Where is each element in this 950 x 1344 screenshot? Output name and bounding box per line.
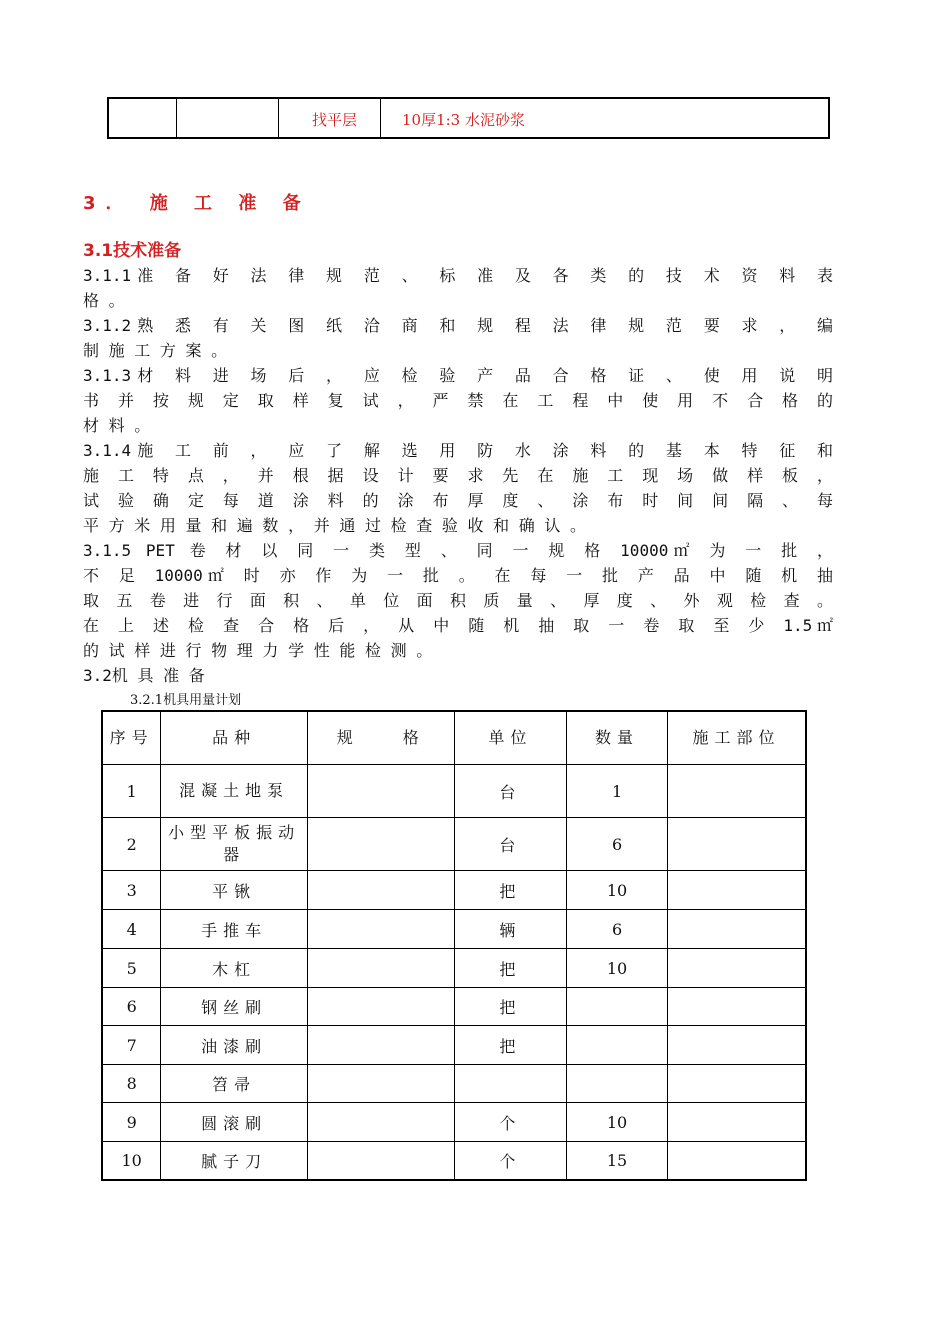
table-row (102, 1142, 806, 1181)
text-line: 试 验 确 定 每 道 涂 料 的 涂 布 厚 度 、 涂 布 时 间 间 隔 、 每 (83, 491, 833, 510)
cell-qty: 1 (567, 765, 668, 818)
text-line: 书 并 按 规 定 取 样 复 试 ， 严 禁 在 工 程 中 使 用 不 合 格 的 (83, 391, 833, 410)
body-text (83, 263, 833, 688)
cell-location (667, 988, 806, 1026)
table-row (102, 1103, 806, 1142)
cell-no: 10 (102, 1142, 161, 1181)
top-table-fragment (107, 97, 830, 139)
cell-qty: 10 (567, 871, 668, 910)
cell-location (667, 949, 806, 988)
cell-item: 小型平板振动器 (161, 818, 308, 871)
table-cell (176, 99, 279, 137)
cell-item: 笤帚 (161, 1065, 308, 1103)
cell-unit: 个 (454, 1103, 567, 1142)
text-line: 3.1.4施 工 前 ， 应 了 解 选 用 防 水 涂 料 的 基 本 特 征 和 (83, 441, 833, 460)
cell-spec (307, 1026, 454, 1065)
text-line: 3.1.3材 料 进 场 后 ， 应 检 验 产 品 合 格 证 、 使 用 说 明 (83, 366, 833, 385)
header-no: 序号 (102, 711, 161, 765)
cell-qty: 10 (567, 1103, 668, 1142)
cell-qty: 15 (567, 1142, 668, 1181)
cell-qty (567, 1026, 668, 1065)
cell-unit: 把 (454, 871, 567, 910)
header-item: 品种 (161, 711, 308, 765)
cell-item: 腻子刀 (161, 1142, 308, 1181)
cell-no: 8 (102, 1065, 161, 1103)
header-qty: 数量 (567, 711, 668, 765)
cell-unit: 把 (454, 1026, 567, 1065)
cell-spec (307, 949, 454, 988)
cell-spec (307, 871, 454, 910)
text-line: 在 上 述 检 查 合 格 后 ， 从 中 随 机 抽 取 一 卷 取 至 少 1.5㎡ (83, 616, 833, 635)
table-row (102, 949, 806, 988)
cell-unit: 台 (454, 765, 567, 818)
cell-location (667, 765, 806, 818)
cell-no: 7 (102, 1026, 161, 1065)
text-line: 施 工 特 点 ， 并 根 据 设 计 要 求 先 在 施 工 现 场 做 样 板 ， (83, 466, 833, 485)
table-row (102, 910, 806, 949)
cell-spec (307, 818, 454, 871)
text-line: 3.2机 具 准 备 (83, 666, 205, 685)
cell-unit: 台 (454, 818, 567, 871)
cell-qty (567, 988, 668, 1026)
table-row (102, 1026, 806, 1065)
cell-spec (307, 1142, 454, 1181)
cell-item: 圆滚刷 (161, 1103, 308, 1142)
cell-spec (307, 988, 454, 1026)
cell-location (667, 1103, 806, 1142)
table-row (102, 988, 806, 1026)
text-line: 平 方 米 用 量 和 遍 数 ， 并 通 过 检 查 验 收 和 确 认 。 (83, 516, 587, 535)
cell-unit: 个 (454, 1142, 567, 1181)
cell-no: 1 (102, 765, 161, 818)
cell-unit: 把 (454, 988, 567, 1026)
cell-no: 2 (102, 818, 161, 871)
cell-no: 4 (102, 910, 161, 949)
cell-item: 油漆刷 (161, 1026, 308, 1065)
subsection-title: 3.1技术准备 (83, 241, 182, 261)
header-unit: 单位 (454, 711, 567, 765)
cell-location (667, 818, 806, 871)
table-row (102, 818, 806, 871)
cell-spec (307, 1065, 454, 1103)
table-row (102, 765, 806, 818)
cell-unit (454, 1065, 567, 1103)
text-line: 的 试 样 进 行 物 理 力 学 性 能 检 测 。 (83, 641, 433, 660)
cell-no: 6 (102, 988, 161, 1026)
cell-location (667, 1142, 806, 1181)
header-location: 施工部位 (667, 711, 806, 765)
section-title: 3． 施 工 准 备 (83, 193, 311, 214)
cell-qty: 10 (567, 949, 668, 988)
cell-qty (567, 1065, 668, 1103)
text-line: 材 料 。 (83, 416, 151, 435)
cell-location (667, 871, 806, 910)
layer-spec: 10厚1:3 水泥砂浆 (402, 111, 525, 129)
cell-item: 平锹 (161, 871, 308, 910)
text-line: 不 足 10000㎡ 时 亦 作 为 一 批 。 在 每 一 批 产 品 中 随 机 抽 (83, 566, 833, 585)
cell-item: 木杠 (161, 949, 308, 988)
text-line: 3.1.5 PET 卷 材 以 同 一 类 型 、 同 一 规 格 10000㎡ 为 一 批 ， (83, 541, 833, 560)
cell-spec (307, 765, 454, 818)
text-line: 格 。 (83, 291, 125, 310)
layer-name: 找平层 (312, 111, 358, 129)
cell-item: 混凝土地泵 (161, 765, 308, 818)
text-line: 制 施 工 方 案 。 (83, 341, 228, 360)
cell-no: 3 (102, 871, 161, 910)
cell-qty: 6 (567, 818, 668, 871)
table-caption: 3.2.1机具用量计划 (130, 693, 242, 708)
cell-no: 5 (102, 949, 161, 988)
table-cell (109, 99, 177, 137)
cell-item: 钢丝刷 (161, 988, 308, 1026)
table-row (102, 1065, 806, 1103)
equipment-table (101, 710, 807, 1181)
cell-spec (307, 1103, 454, 1142)
cell-no: 9 (102, 1103, 161, 1142)
cell-unit: 把 (454, 949, 567, 988)
cell-item: 手推车 (161, 910, 308, 949)
text-line: 3.1.2熟 悉 有 关 图 纸 洽 商 和 规 程 法 律 规 范 要 求 ， 编 (83, 316, 833, 335)
table-header-row (102, 711, 806, 765)
text-line: 3.1.1准 备 好 法 律 规 范 、 标 准 及 各 类 的 技 术 资 料 表 (83, 266, 833, 285)
cell-unit: 辆 (454, 910, 567, 949)
cell-location (667, 910, 806, 949)
cell-location (667, 1026, 806, 1065)
text-line: 取 五 卷 进 行 面 积 、 单 位 面 积 质 量 、 厚 度 、 外 观 检 查 。 (83, 591, 833, 610)
cell-qty: 6 (567, 910, 668, 949)
cell-location (667, 1065, 806, 1103)
cell-spec (307, 910, 454, 949)
header-spec: 规 格 (307, 711, 454, 765)
table-row (102, 871, 806, 910)
